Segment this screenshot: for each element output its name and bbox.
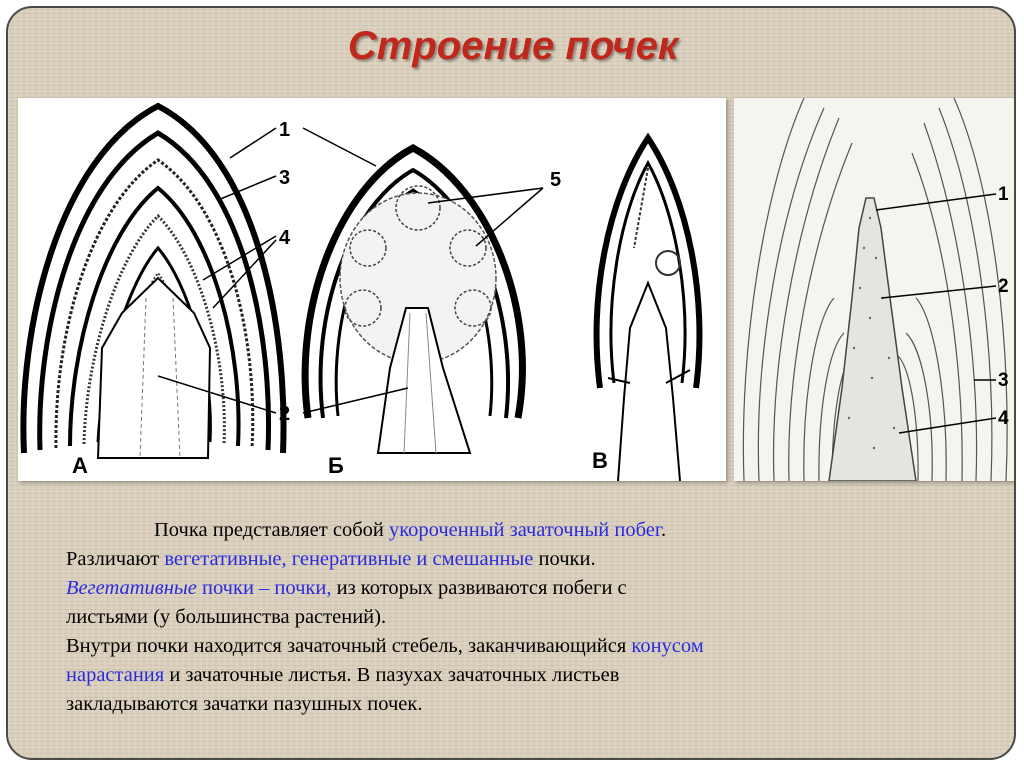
slide <box>6 6 1016 760</box>
bud-drawings-svg <box>18 98 726 481</box>
term-vegetative: Вегетативные <box>66 577 197 599</box>
text-span: Внутри почки находится зачаточный стебель, заканчивающийся <box>66 635 632 657</box>
term-buds: почки – почки, <box>196 577 332 599</box>
caption-line-7: закладываются зачатки пазушных почек. <box>66 693 423 715</box>
caption-line-5 <box>66 632 966 661</box>
caption-line-4: листьями (у большинства растений). <box>66 606 387 628</box>
text-span: . <box>660 519 667 541</box>
bud-v-drawing <box>597 138 700 481</box>
section-label-3: 3 <box>998 370 1009 391</box>
panel-letter-b: Б <box>328 453 344 478</box>
text-span: из которых развиваются побеги с <box>331 577 627 599</box>
section-label-1: 1 <box>998 184 1009 205</box>
label-4: 4 <box>279 227 291 249</box>
label-5: 5 <box>550 169 562 191</box>
label-1: 1 <box>279 119 291 141</box>
bud-b-drawing <box>305 148 522 453</box>
term-bud-types: вегетативные, генеративные и смешанные <box>164 548 534 570</box>
term-shortened-shoot: укороченный зачаточный побег <box>388 519 661 541</box>
label-3: 3 <box>279 167 291 189</box>
label-2: 2 <box>279 403 291 425</box>
bud-figure-left <box>18 98 726 481</box>
section-label-4: 4 <box>998 408 1009 429</box>
bud-figure-right <box>734 98 1016 481</box>
term-growth-cone-2: нарастания <box>66 664 165 686</box>
growth-cone <box>829 198 916 481</box>
text-span: Различают <box>66 548 165 570</box>
caption-line-1 <box>66 516 966 545</box>
text-span: почки. <box>533 548 596 570</box>
caption-line-6 <box>66 661 966 690</box>
text-span: Почка представляет собой <box>154 519 389 541</box>
caption-line-2 <box>66 545 966 574</box>
panel-letter-a: А <box>72 453 88 478</box>
bud-a-drawing <box>23 106 283 458</box>
caption-text <box>66 516 966 719</box>
slide-title: Строение почек <box>347 24 679 68</box>
panel-letter-v: В <box>592 448 608 473</box>
caption-line-3 <box>66 574 966 603</box>
term-growth-cone: конусом <box>631 635 704 657</box>
bud-section-svg <box>734 98 1016 481</box>
section-label-2: 2 <box>998 276 1009 297</box>
text-span: и зачаточные листья. В пазухах зачаточных листьев <box>164 664 620 686</box>
